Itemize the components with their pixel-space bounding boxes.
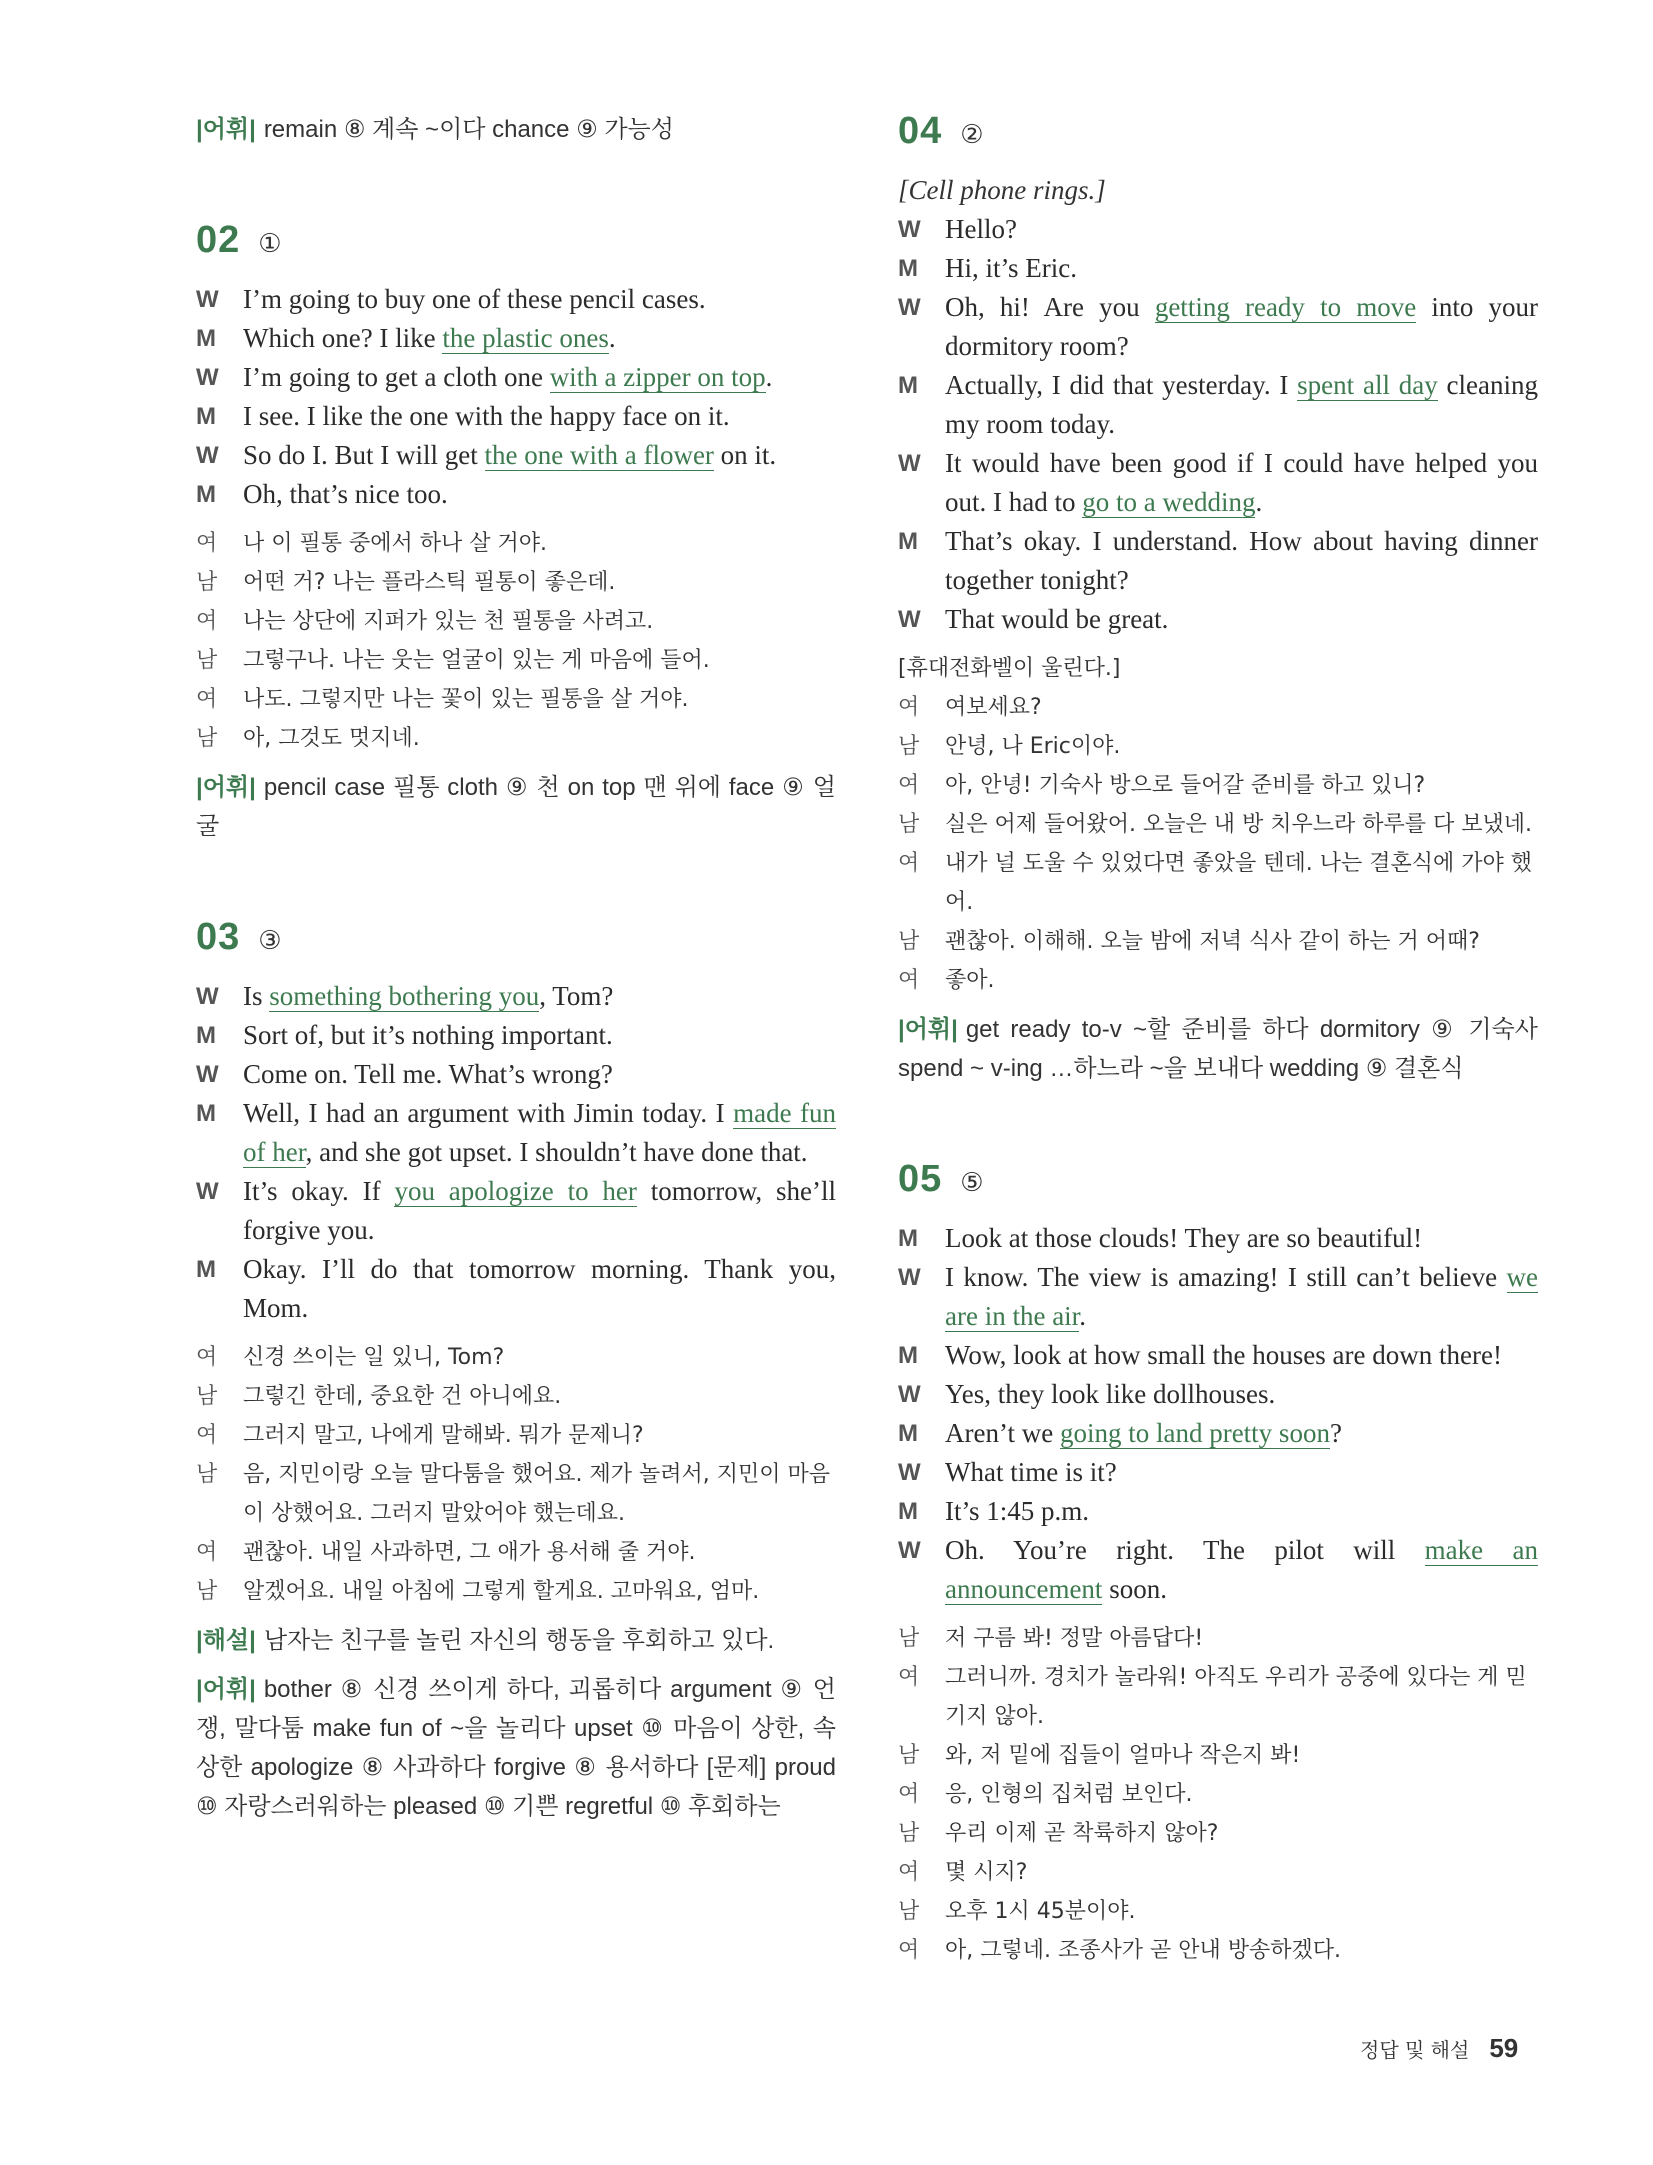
dialogue-english — [898, 1219, 1538, 1609]
question-header — [196, 916, 836, 959]
stage-direction-korean: [휴대전화벨이 울린다.] — [898, 656, 1121, 681]
speaker-label: 여 — [196, 1540, 218, 1565]
translation-line — [196, 602, 836, 641]
line-text: 와, 저 밑에 집들이 얼마나 작은지 봐! — [945, 1743, 1301, 1768]
line-text — [945, 1336, 1538, 1375]
question-03 — [196, 916, 836, 1826]
text-segment: That would be great. — [945, 604, 1169, 634]
translation-line — [196, 563, 836, 602]
key-phrase: we are in the air — [945, 1262, 1538, 1331]
speaker-label: M — [196, 1100, 216, 1127]
dialogue-korean — [196, 524, 836, 758]
line-text — [945, 1375, 1538, 1414]
dialogue-korean — [196, 1338, 836, 1611]
line-text: 괜찮아. 이해해. 오늘 밤에 저녁 식사 같이 하는 거 어때? — [945, 929, 1480, 954]
translation-line — [196, 680, 836, 719]
vocab-note: |어휘| pencil case 필통 cloth ⑨ 천 on top 맨 위에 face ⑨ 얼굴 — [196, 774, 836, 840]
vocab-note: |어휘| bother ⑧ 신경 쓰이게 하다, 괴롭히다 argument ⑨ 언쟁, 말다툼 make fun of ~을 놀리다 upset ⑩ 마음이 상한, 속상한 apologize ⑧ 사과하다 forgive ⑧ 용서하다 [문제] proud ⑩ 자랑스러워하는 pleased ⑩ 기쁜 regretful ⑩ 후회하는 — [196, 1676, 836, 1820]
dialogue-line — [196, 1055, 836, 1094]
text-segment: cleaning my room today. — [945, 370, 1538, 439]
speaker-label: 남 — [898, 812, 920, 837]
text-segment: Come on. Tell me. What’s wrong? — [243, 1059, 613, 1089]
line-text — [243, 1250, 836, 1328]
speaker-label: 여 — [898, 1782, 920, 1807]
translation-line — [898, 1775, 1538, 1814]
left-column — [196, 110, 836, 1826]
line-text — [243, 1016, 836, 1055]
translation-line — [898, 844, 1538, 922]
text-segment: It would have been good if I could have helped you out. I had to — [945, 448, 1538, 517]
speaker-label: W — [196, 1178, 219, 1205]
translation-line — [898, 1619, 1538, 1658]
line-text: 아, 그것도 멋지네. — [243, 726, 420, 751]
speaker-label: 여 — [898, 773, 920, 798]
speaker-label: 남 — [196, 726, 218, 751]
line-text: 음, 지민이랑 오늘 말다툼을 했어요. 제가 놀려서, 지민이 마음이 상했어요. 그러지 말았어야 했는데요. — [243, 1462, 830, 1526]
key-phrase: make an announcement — [945, 1535, 1539, 1604]
text-segment: So do I. But I will get — [243, 440, 485, 470]
speaker-label: M — [196, 1256, 216, 1283]
line-text: 내가 널 도울 수 있었다면 좋았을 텐데. 나는 결혼식에 가야 했어. — [945, 851, 1532, 915]
key-phrase: getting ready to move — [1154, 292, 1417, 322]
dialogue-line — [196, 397, 836, 436]
speaker-label: M — [196, 403, 216, 430]
text-segment: I’m going to buy one of these pencil cases. — [243, 284, 706, 314]
dialogue-line — [898, 522, 1538, 600]
speaker-label: M — [898, 255, 918, 282]
translation-line — [898, 1931, 1538, 1970]
speaker-label: W — [196, 442, 219, 469]
text-segment: Oh, that’s nice too. — [243, 479, 448, 509]
line-text — [945, 1414, 1538, 1453]
key-phrase: made fun of her — [243, 1098, 836, 1167]
speaker-label: 남 — [196, 1384, 218, 1409]
key-phrase: spent all day — [1297, 370, 1438, 400]
speaker-label: M — [898, 372, 918, 399]
speaker-label: W — [898, 1459, 921, 1486]
line-text — [945, 600, 1538, 639]
speaker-label: 남 — [898, 1821, 920, 1846]
translation-line — [898, 1892, 1538, 1931]
text-segment: It’s 1:45 p.m. — [945, 1496, 1090, 1526]
speaker-label: 여 — [898, 968, 920, 993]
text-segment: It’s okay. If — [243, 1176, 395, 1206]
line-text: 그렇구나. 나는 웃는 얼굴이 있는 게 마음에 들어. — [243, 648, 710, 673]
dialogue-line — [898, 1258, 1538, 1336]
dialogue-line — [898, 1414, 1538, 1453]
translation-line — [196, 1338, 836, 1377]
line-text: 여보세요? — [945, 695, 1042, 720]
text-segment: That’s okay. I understand. How about having dinner together tonight? — [945, 526, 1538, 595]
line-text — [243, 280, 836, 319]
speaker-label: 여 — [898, 1938, 920, 1963]
line-text: 괜찮아. 내일 사과하면, 그 애가 용서해 줄 거야. — [243, 1540, 696, 1565]
text-segment: tomorrow, she’ll forgive you. — [243, 1176, 836, 1245]
text-segment: Which one? I like — [243, 323, 443, 353]
line-text — [945, 1492, 1538, 1531]
line-text — [945, 288, 1538, 366]
text-segment: soon. — [1102, 1574, 1167, 1604]
line-text: 나 이 필통 중에서 하나 살 거야. — [243, 531, 547, 556]
speaker-label: 여 — [196, 1345, 218, 1370]
dialogue-line — [196, 319, 836, 358]
line-text: 어떤 거? 나는 플라스틱 필통이 좋은데. — [243, 570, 616, 595]
translation-line — [196, 719, 836, 758]
text-segment: Is — [243, 981, 270, 1011]
dialogue-line — [898, 444, 1538, 522]
speaker-label: 남 — [898, 1899, 920, 1924]
dialogue-line — [898, 1219, 1538, 1258]
line-text — [243, 1172, 836, 1250]
dialogue-line — [898, 1531, 1538, 1609]
line-text: 그러니까. 경치가 놀라워! 아직도 우리가 공중에 있다는 게 믿기지 않아. — [945, 1665, 1527, 1729]
translation-line — [196, 524, 836, 563]
translation-line — [898, 1853, 1538, 1892]
line-text: 오후 1시 45분이야. — [945, 1899, 1136, 1924]
speaker-label: 남 — [898, 1626, 920, 1651]
speaker-label: M — [196, 325, 216, 352]
dialogue-line — [898, 366, 1538, 444]
speaker-label: M — [898, 1420, 918, 1447]
line-text — [945, 444, 1538, 522]
line-text — [945, 522, 1538, 600]
text-segment: ? — [1329, 1418, 1342, 1448]
speaker-label: W — [196, 983, 219, 1010]
speaker-label: W — [196, 286, 219, 313]
footer-label: 정답 및 해설 — [1360, 2038, 1470, 2062]
dialogue-line — [898, 249, 1538, 288]
dialogue-line — [196, 436, 836, 475]
speaker-label: 여 — [196, 1423, 218, 1448]
line-text: 응, 인형의 집처럼 보인다. — [945, 1782, 1193, 1807]
speaker-label: W — [898, 1537, 921, 1564]
speaker-label: 여 — [196, 687, 218, 712]
question-number: 02 — [196, 219, 241, 261]
dialogue-korean — [898, 688, 1538, 1000]
dialogue-english — [196, 977, 836, 1328]
key-phrase: with a zipper on top — [549, 362, 766, 392]
dialogue-line — [196, 1016, 836, 1055]
speaker-label: 남 — [898, 929, 920, 954]
line-text: 안녕, 나 Eric이야. — [945, 734, 1121, 759]
text-segment: . — [1079, 1301, 1086, 1331]
dialogue-line — [196, 358, 836, 397]
line-text — [243, 1094, 836, 1172]
text-segment: . — [1255, 487, 1263, 517]
dialogue-line — [898, 1336, 1538, 1375]
line-text — [243, 977, 836, 1016]
speaker-label: W — [898, 294, 921, 321]
speaker-label: 남 — [898, 734, 920, 759]
speaker-label: 여 — [196, 609, 218, 634]
line-text: 나도. 그렇지만 나는 꽃이 있는 필통을 살 거야. — [243, 687, 689, 712]
speaker-label: 남 — [898, 1743, 920, 1768]
line-text — [945, 1258, 1538, 1336]
speaker-label: 여 — [898, 851, 920, 876]
speaker-label: 여 — [898, 1665, 920, 1690]
line-text — [243, 397, 836, 436]
line-text — [243, 436, 836, 475]
text-segment: . — [765, 362, 773, 392]
line-text: 저 구름 봐! 정말 아름답다! — [945, 1626, 1204, 1651]
speaker-label: 남 — [196, 648, 218, 673]
dialogue-line — [196, 475, 836, 514]
key-phrase: something bothering you — [269, 981, 540, 1011]
dialogue-line — [196, 977, 836, 1016]
translation-line — [898, 1814, 1538, 1853]
speaker-label: W — [898, 1381, 921, 1408]
line-text: 그렇긴 한데, 중요한 건 아니에요. — [243, 1384, 562, 1409]
line-text: 좋아. — [945, 968, 995, 993]
top-vocab: |어휘| remain ⑧ 계속 ~이다 chance ⑨ 가능성 — [196, 116, 674, 143]
question-02 — [196, 219, 836, 846]
translation-line — [196, 1377, 836, 1416]
line-text — [945, 249, 1538, 288]
dialogue-line — [898, 1453, 1538, 1492]
line-text: 몇 시지? — [945, 1860, 1028, 1885]
question-header — [196, 219, 836, 262]
text-segment: Hi, it’s Eric. — [945, 253, 1077, 283]
dialogue-line — [898, 600, 1538, 639]
line-text — [243, 1055, 836, 1094]
page-number: 59 — [1489, 2033, 1519, 2063]
dialogue-line — [898, 288, 1538, 366]
line-text: 아, 그렇네. 조종사가 곧 안내 방송하겠다. — [945, 1938, 1341, 1963]
speaker-label: 남 — [196, 570, 218, 595]
speaker-label: M — [898, 1498, 918, 1525]
line-text — [243, 475, 836, 514]
dialogue-line — [196, 280, 836, 319]
text-segment: Oh, hi! Are you — [945, 292, 1155, 322]
line-text — [945, 1219, 1538, 1258]
question-header — [898, 1158, 1538, 1201]
text-segment: Aren’t we — [945, 1418, 1060, 1448]
text-segment: Well, I had an argument with Jimin today. I — [243, 1098, 734, 1128]
explanation-note: |해설| 남자는 친구를 놀린 자신의 행동을 후회하고 있다. — [196, 1627, 775, 1654]
answer-mark: ⑤ — [960, 1168, 984, 1198]
key-phrase: you apologize to her — [394, 1176, 637, 1206]
line-text — [243, 358, 836, 397]
text-segment: on it. — [713, 440, 777, 470]
vocab-note: |어휘| get ready to-v ~할 준비를 하다 dormitory ⑨ 기숙사 spend ~ v-ing …하느라 ~을 보내다 wedding ⑨ 결혼식 — [898, 1016, 1538, 1082]
line-text: 실은 어제 들어왔어. 오늘은 내 방 치우느라 하루를 다 보냈네. — [945, 812, 1532, 837]
dialogue-english — [196, 280, 836, 514]
question-05 — [898, 1158, 1538, 1970]
speaker-label: M — [196, 481, 216, 508]
answer-mark: ① — [258, 229, 282, 259]
speaker-label: W — [196, 1061, 219, 1088]
text-segment: What time is it? — [945, 1457, 1117, 1487]
stage-direction: [Cell phone rings.] — [898, 175, 1106, 205]
translation-line — [196, 1455, 836, 1533]
translation-line — [898, 961, 1538, 1000]
speaker-label: W — [898, 1264, 921, 1291]
translation-line — [196, 1572, 836, 1611]
speaker-label: M — [196, 1022, 216, 1049]
line-text: 신경 쓰이는 일 있니, Tom? — [243, 1345, 505, 1370]
translation-line — [898, 727, 1538, 766]
line-text — [945, 210, 1538, 249]
text-segment: I’m going to get a cloth one — [243, 362, 550, 392]
speaker-label: 여 — [196, 531, 218, 556]
line-text — [945, 1531, 1538, 1609]
speaker-label: M — [898, 528, 918, 555]
speaker-label: 남 — [196, 1579, 218, 1604]
text-segment: , Tom? — [539, 981, 614, 1011]
speaker-label: 남 — [196, 1462, 218, 1487]
text-segment: Okay. I’ll do that tomorrow morning. Thank you, Mom. — [243, 1254, 836, 1323]
speaker-label: 여 — [898, 695, 920, 720]
text-segment: Wow, look at how small the houses are down there! — [945, 1340, 1502, 1370]
speaker-label: 여 — [898, 1860, 920, 1885]
answer-mark: ③ — [258, 926, 282, 956]
dialogue-line — [898, 1492, 1538, 1531]
dialogue-korean — [898, 1619, 1538, 1970]
text-segment: into your dormitory room? — [945, 292, 1539, 361]
speaker-label: W — [898, 606, 921, 633]
translation-line — [898, 1658, 1538, 1736]
page-footer — [1360, 2033, 1518, 2064]
question-04 — [898, 110, 1538, 1088]
translation-line — [196, 1416, 836, 1455]
question-number: 04 — [898, 110, 943, 152]
line-text: 우리 이제 곧 착륙하지 않아? — [945, 1821, 1219, 1846]
line-text — [243, 319, 836, 358]
key-phrase: the plastic ones — [442, 323, 609, 353]
translation-line — [898, 1736, 1538, 1775]
question-number: 03 — [196, 916, 241, 958]
translation-line — [196, 641, 836, 680]
speaker-label: W — [196, 364, 219, 391]
text-segment: . — [608, 323, 616, 353]
line-text: 알겠어요. 내일 아침에 그렇게 할게요. 고마워요, 엄마. — [243, 1579, 760, 1604]
dialogue-line — [196, 1250, 836, 1328]
speaker-label: M — [898, 1342, 918, 1369]
speaker-label: M — [898, 1225, 918, 1252]
text-segment: I see. I like the one with the happy face on it. — [243, 401, 730, 431]
line-text: 그러지 말고, 나에게 말해봐. 뭐가 문제니? — [243, 1423, 644, 1448]
text-segment: Yes, they look like dollhouses. — [945, 1379, 1276, 1409]
speaker-label: W — [898, 450, 921, 477]
translation-line — [196, 1533, 836, 1572]
translation-line — [898, 805, 1538, 844]
text-segment: Actually, I did that yesterday. I — [945, 370, 1298, 400]
text-segment: Hello? — [945, 214, 1017, 244]
key-phrase: going to land pretty soon — [1059, 1418, 1330, 1448]
text-segment: Look at those clouds! They are so beautiful! — [945, 1223, 1423, 1253]
dialogue-line — [196, 1172, 836, 1250]
translation-line — [898, 922, 1538, 961]
key-phrase: go to a wedding — [1082, 487, 1256, 517]
line-text — [945, 1453, 1538, 1492]
line-text: 나는 상단에 지퍼가 있는 천 필통을 사려고. — [243, 609, 654, 634]
dialogue-line — [898, 1375, 1538, 1414]
text-segment: Sort of, but it’s nothing important. — [243, 1020, 613, 1050]
right-column — [898, 110, 1538, 1970]
question-header — [898, 110, 1538, 153]
question-number: 05 — [898, 1158, 943, 1200]
text-segment: I know. The view is amazing! I still can’t believe — [945, 1262, 1507, 1292]
translation-line — [898, 688, 1538, 727]
line-text — [945, 366, 1538, 444]
key-phrase: the one with a flower — [484, 440, 714, 470]
answer-mark: ② — [960, 120, 984, 150]
text-segment: Oh. You’re right. The pilot will — [945, 1535, 1425, 1565]
dialogue-line — [196, 1094, 836, 1172]
line-text: 아, 안녕! 기숙사 방으로 들어갈 준비를 하고 있니? — [945, 773, 1426, 798]
dialogue-line — [898, 210, 1538, 249]
text-segment: , and she got upset. I shouldn’t have done that. — [305, 1137, 808, 1167]
dialogue-english — [898, 210, 1538, 639]
translation-line — [898, 766, 1538, 805]
speaker-label: W — [898, 216, 921, 243]
